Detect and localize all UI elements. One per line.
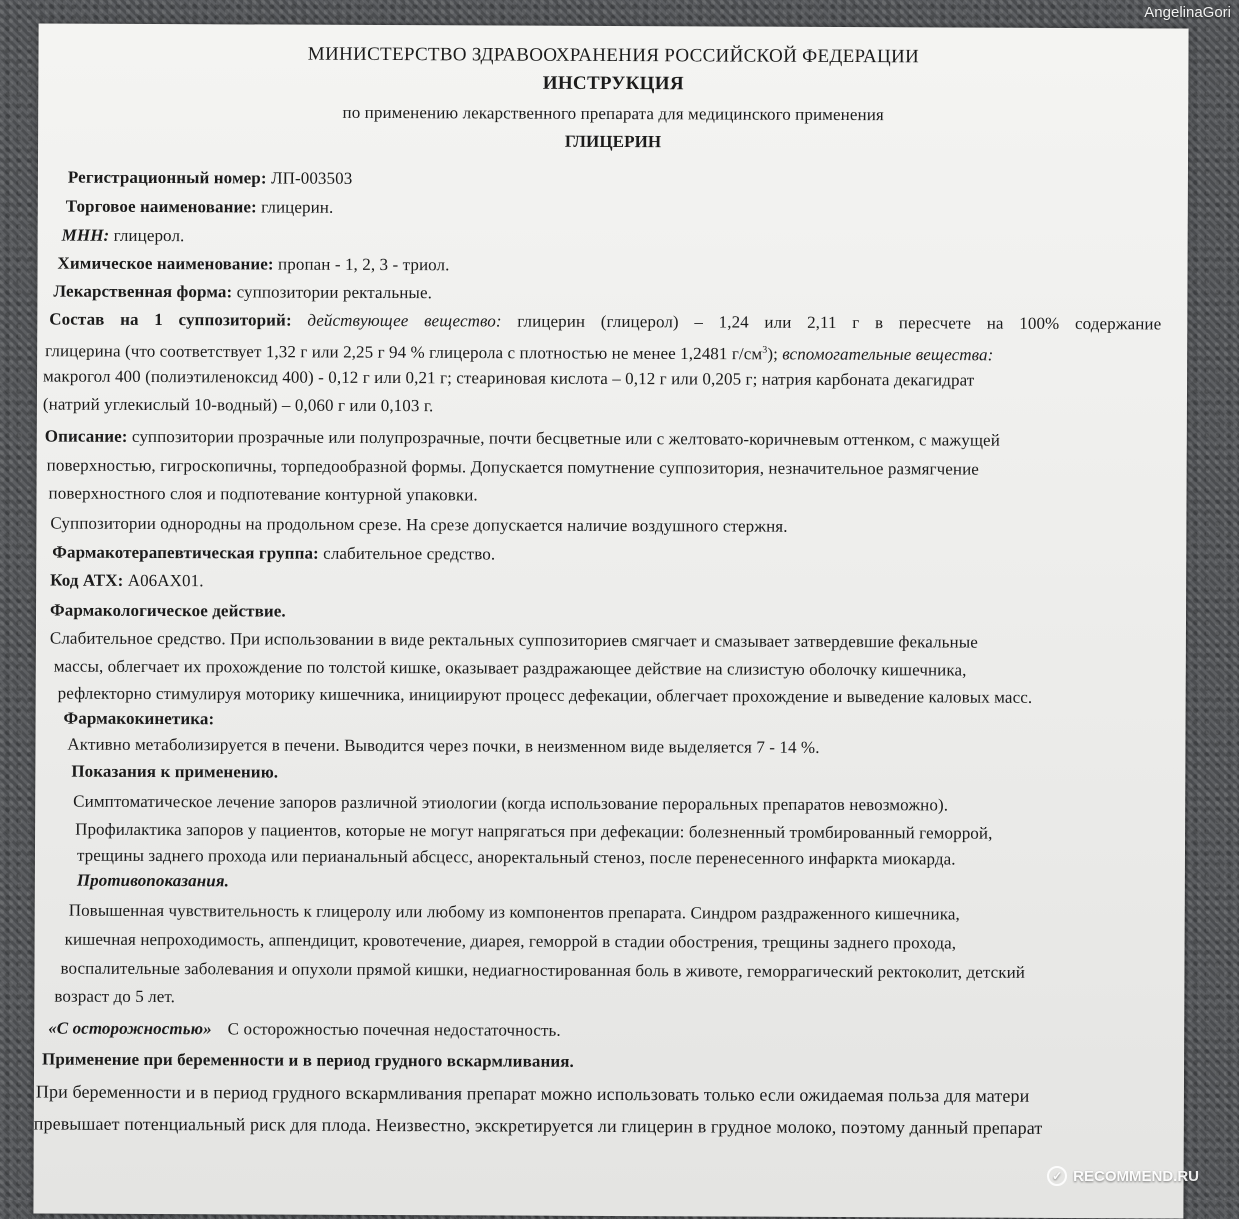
site-watermark bbox=[1047, 1166, 1199, 1186]
field-value: суппозитории ректальные. bbox=[232, 282, 433, 303]
kinetics-line-1: Активно метаболизируется в печени. Выводится через почки, в неизменном виде выделяется 7 - 14 %. bbox=[67, 734, 820, 757]
contra-line-4: возраст до 5 лет. bbox=[54, 986, 176, 1007]
indications-line-1: Симптоматическое лечение запоров различной этиологии (когда использование пероральных препаратов невозможно). bbox=[73, 791, 949, 815]
caution bbox=[48, 1019, 561, 1041]
caution-text: С осторожностью почечная недостаточность. bbox=[227, 1019, 561, 1040]
composition-line-3: макрогол 400 (полиэтиленоксид 400) - 0,12 г или 0,21 г; стеариновая кислота – 0,12 г или 0,205 г; натрия карбоната декагидрат bbox=[43, 366, 975, 390]
trade-name bbox=[66, 197, 334, 218]
auxiliary-substances-label: вспомогательные вещества: bbox=[777, 344, 994, 365]
description-line-2: поверхностью, гигроскопичны, торпедообразной формы. Допускается помутнение суппозитория, незначительное размягчение bbox=[46, 455, 979, 479]
chemical-name bbox=[58, 254, 450, 276]
description-label: Описание: bbox=[44, 426, 128, 446]
author-watermark: AngelinaGori bbox=[1144, 4, 1231, 21]
field-label: Регистрационный номер: bbox=[67, 167, 267, 188]
composition-label: Состав на 1 суппозиторий: bbox=[49, 309, 292, 330]
description-text: суппозитории прозрачные или полупрозрачные, почти бесцветные или с желтовато-коричневым оттенком, с мажущей bbox=[127, 426, 1000, 450]
field-value: ЛП-003503 bbox=[266, 168, 353, 188]
site-watermark-text: RECOMMEND.RU bbox=[1073, 1167, 1199, 1185]
inn bbox=[62, 226, 185, 247]
drug-name: ГЛИЦЕРИН bbox=[564, 131, 662, 152]
composition-line-2 bbox=[45, 338, 993, 366]
dosage-form bbox=[53, 282, 432, 304]
indications-line-2: Профилактика запоров у пациентов, которые не могут напрягаться при дефекации: болезненный тромбированный геморрой, bbox=[75, 819, 993, 843]
action-line-1: Слабительное средство. При использовании в виде ректальных суппозиториев смягчает и смазывает затвердевшие фекальные bbox=[49, 628, 978, 652]
active-substance-label: действующее вещество: bbox=[291, 310, 502, 331]
pregnancy-heading: Применение при беременности и в период грудного вскармливания. bbox=[42, 1049, 574, 1071]
field-label: Фармакотерапевтическая группа: bbox=[52, 542, 319, 563]
pharmacokinetics-heading: Фармакокинетика: bbox=[63, 708, 215, 729]
field-label: Торговое наименование: bbox=[65, 196, 257, 217]
field-value: пропан - 1, 2, 3 - триол. bbox=[273, 254, 450, 275]
composition-text: ); bbox=[767, 344, 779, 364]
contra-line-1: Повышенная чувствительность к глицеролу или любому из компонентов препарата. Синдром раздраженного кишечника, bbox=[68, 900, 960, 924]
description-line-3: поверхностного слоя и подпотевание контурной упаковки. bbox=[48, 483, 478, 505]
recommend-logo-icon: ✓ bbox=[1047, 1166, 1067, 1186]
composition-line-4: (натрий углекислый 10-водный) – 0,060 г или 0,103 г. bbox=[42, 394, 434, 416]
atc-code bbox=[50, 571, 204, 592]
description-line-1 bbox=[45, 427, 1000, 451]
description-line-4: Суппозитории однородны на продольном срезе. На срезе допускается наличие воздушного стержня. bbox=[50, 513, 788, 536]
pharmacotherapeutic-group bbox=[52, 543, 495, 565]
contraindications-heading: Противопоказания. bbox=[76, 870, 230, 891]
registration-number bbox=[68, 168, 353, 189]
action-line-2: массы, облегчает их прохождение по толстой кишке, оказывает раздражающее действие на слизистую оболочку кишечника, bbox=[53, 656, 967, 680]
field-label: Химическое наименование: bbox=[57, 253, 274, 274]
composition-line-1 bbox=[49, 310, 1161, 335]
field-label: МНН: bbox=[61, 225, 110, 245]
document-title: ИНСТРУКЦИЯ bbox=[542, 72, 684, 95]
field-label: Лекарственная форма: bbox=[53, 281, 233, 302]
pregnancy-line-2: превышает потенциальный риск для плода. Неизвестно, экскретируется ли глицерин в грудное молоко, поэтому данный препарат bbox=[33, 1113, 1043, 1138]
superscript: 3 bbox=[762, 344, 768, 356]
contra-line-3: воспалительные заболевания и опухоли прямой кишки, недиагностированная боль в животе, геморрагический ректоколит, детский bbox=[60, 958, 1026, 982]
contra-line-2: кишечная непроходимость, аппендицит, кровотечение, диарея, геморрой в стадии обострения, трещины заднего прохода, bbox=[64, 929, 957, 953]
field-value: глицерин. bbox=[256, 197, 334, 217]
instruction-sheet bbox=[33, 23, 1188, 1218]
field-value: глицерол. bbox=[109, 225, 185, 246]
composition-text: глицерина (что соответствует 1,32 г или 2,25 г 94 % глицерола с плотностью не менее 1,2481 г/см bbox=[45, 341, 763, 364]
indications-heading: Показания к применению. bbox=[71, 761, 279, 782]
caution-label: «С осторожностью» bbox=[48, 1018, 212, 1039]
field-value: A06AX01. bbox=[123, 570, 204, 591]
composition-text: глицерин (глицерол) – 1,24 или 2,11 г в пересчете на 100% содержание bbox=[501, 311, 1162, 334]
ministry-header: МИНИСТЕРСТВО ЗДРАВООХРАНЕНИЯ РОССИЙСКОЙ ФЕДЕРАЦИИ bbox=[307, 43, 920, 68]
document-subtitle: по применению лекарственного препарата для медицинского применения bbox=[342, 102, 884, 125]
indications-line-3: трещины заднего прохода или перианальный абсцесс, аноректальный стеноз, после перенесенного инфаркта миокарда. bbox=[76, 845, 956, 869]
pharmacological-action-heading: Фармакологическое действие. bbox=[50, 600, 286, 621]
pregnancy-line-1: При беременности и в период грудного вскармливания препарат можно использовать только если ожидаемая польза для матери bbox=[35, 1081, 1030, 1106]
field-label: Код АТХ: bbox=[50, 570, 124, 590]
action-line-3: рефлекторно стимулируя моторику кишечника, инициируют процесс дефекации, облегчает прохождение и выведение каловых масс. bbox=[57, 683, 1033, 707]
field-value: слабительное средство. bbox=[318, 543, 496, 564]
